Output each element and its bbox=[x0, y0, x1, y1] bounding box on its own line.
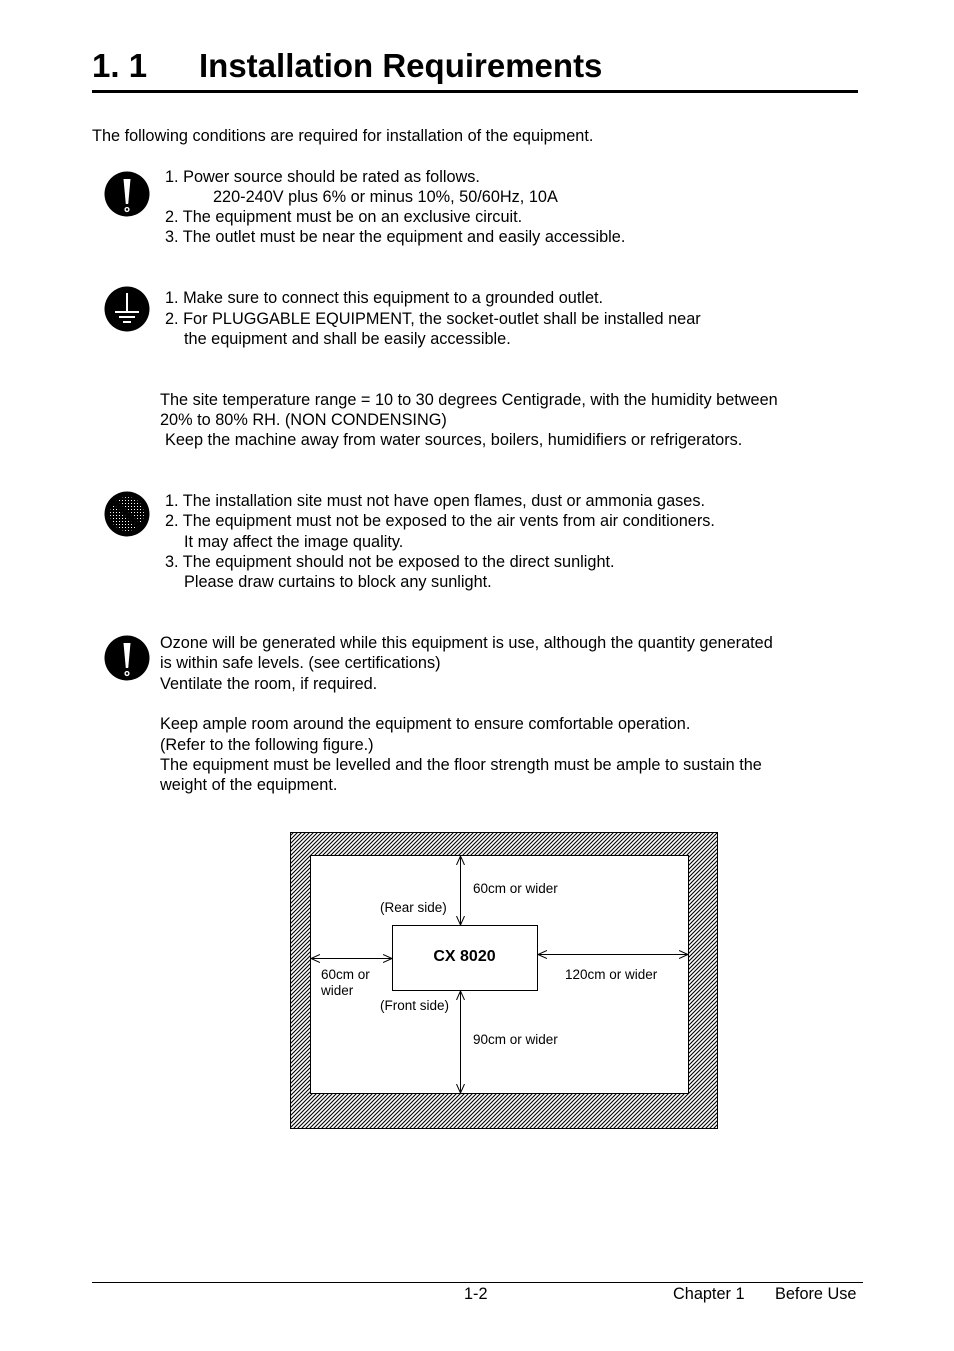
space-line-1: Keep ample room around the equipment to ensure comfortable operation. bbox=[160, 715, 691, 733]
power-rating: 220-240V plus 6% or minus 10%, 50/60Hz, 10A bbox=[213, 188, 558, 206]
footer-rule bbox=[92, 1282, 863, 1283]
prohibited-line-5: Please draw curtains to block any sunlight. bbox=[184, 573, 492, 591]
ozone-line-3: Ventilate the room, if required. bbox=[160, 675, 378, 693]
space-line-2: (Refer to the following figure.) bbox=[160, 736, 374, 754]
power-line-2: 2. The equipment must be on an exclusive circuit. bbox=[165, 208, 523, 226]
footer-chapter-title: Before Use bbox=[775, 1285, 857, 1303]
ozone-line-2: is within safe levels. (see certifications) bbox=[160, 654, 441, 672]
caution-exclamation-icon bbox=[104, 635, 150, 681]
prohibited-icon bbox=[104, 491, 150, 537]
environment-line-3: Keep the machine away from water sources, boilers, humidifiers or refrigerators. bbox=[165, 431, 743, 449]
prohibited-line-1: 1. The installation site must not have open flames, dust or ammonia gases. bbox=[165, 492, 705, 510]
top-clearance-label: 60cm or wider bbox=[473, 881, 558, 896]
ground-icon bbox=[104, 286, 150, 332]
footer-chapter: Chapter 1 bbox=[673, 1285, 745, 1303]
power-line-1: 1. Power source should be rated as follows. bbox=[165, 168, 480, 186]
page-heading bbox=[92, 44, 858, 93]
prohibited-line-3: It may affect the image quality. bbox=[184, 533, 404, 551]
environment-line-2: 20% to 80% RH. (NON CONDENSING) bbox=[160, 411, 447, 429]
prohibited-line-2: 2. The equipment must not be exposed to the air vents from air conditioners. bbox=[165, 512, 715, 530]
section-number: 1. 1 bbox=[92, 47, 148, 84]
right-clearance-label: 120cm or wider bbox=[565, 967, 658, 982]
prohibited-line-4: 3. The equipment should not be exposed to the direct sunlight. bbox=[165, 553, 615, 571]
left-clearance-label-line-2: wider bbox=[321, 983, 354, 998]
caution-exclamation-icon bbox=[104, 171, 150, 217]
environment-line-1: The site temperature range = 10 to 30 degrees Centigrade, with the humidity between bbox=[160, 391, 778, 409]
front-side-label: (Front side) bbox=[380, 998, 450, 1013]
ozone-line-1: Ozone will be generated while this equipment is use, although the quantity generated bbox=[160, 634, 773, 652]
space-line-3: The equipment must be levelled and the floor strength must be ample to sustain the bbox=[160, 756, 762, 774]
rear-side-label: (Rear side) bbox=[380, 900, 447, 915]
intro-text: The following conditions are required for installation of the equipment. bbox=[92, 127, 594, 145]
ground-line-3: the equipment and shall be easily accessible. bbox=[184, 330, 511, 348]
machine-label: CX 8020 bbox=[433, 948, 496, 965]
ground-line-2: 2. For PLUGGABLE EQUIPMENT, the socket-outlet shall be installed near bbox=[165, 310, 701, 328]
page-number: 1-2 bbox=[464, 1285, 488, 1303]
power-line-3: 3. The outlet must be near the equipment and easily accessible. bbox=[165, 228, 626, 246]
page-title: Installation Requirements bbox=[199, 47, 603, 84]
bottom-clearance-label: 90cm or wider bbox=[473, 1032, 558, 1047]
left-clearance-label-line-1: 60cm or bbox=[321, 967, 370, 982]
ground-line-1: 1. Make sure to connect this equipment to a grounded outlet. bbox=[165, 289, 604, 307]
space-line-4: weight of the equipment. bbox=[160, 776, 338, 794]
